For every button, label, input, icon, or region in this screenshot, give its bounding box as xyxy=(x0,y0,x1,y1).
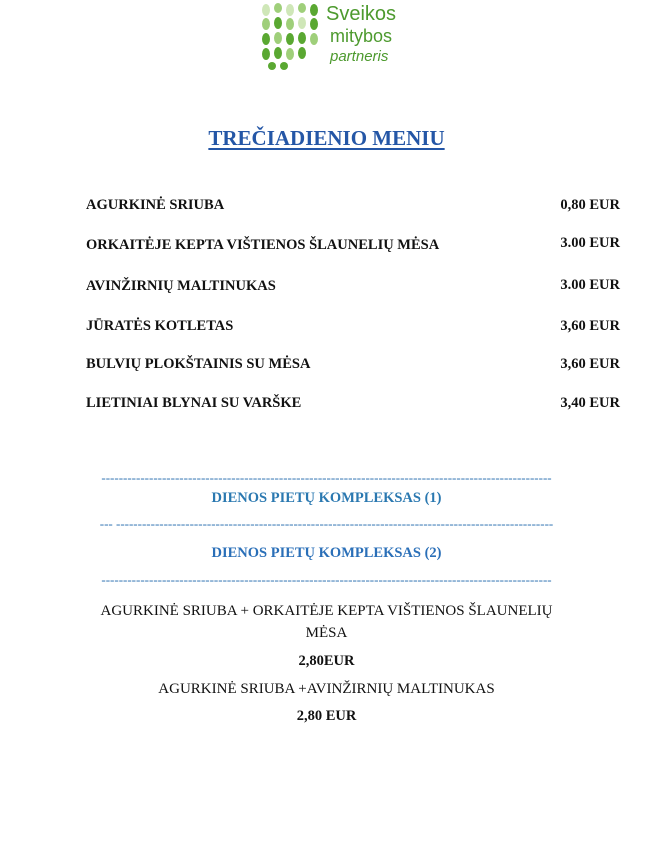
complex-title: DIENOS PIETŲ KOMPLEKSAS (2) xyxy=(211,545,442,561)
menu-item-price: 3,40 EUR xyxy=(560,395,620,411)
brand-logo xyxy=(258,2,398,70)
menu-item-price: 3.00 EUR xyxy=(560,235,620,251)
brand-line-1: Sveikos xyxy=(326,3,397,25)
combo-description xyxy=(0,678,653,700)
brand-line-2: mitybos xyxy=(330,26,393,46)
combo-price: 2,80 EUR xyxy=(296,708,357,724)
separator-line: -------------------------------------------------------------------------------------------------------- xyxy=(101,470,552,485)
menu-item-name: JŪRATĖS KOTLETAS xyxy=(86,318,234,334)
combo-line: MĖSA xyxy=(305,625,348,641)
combo-line: AGURKINĖ SRIUBA +AVINŽIRNIŲ MALTINUKAS xyxy=(158,681,495,697)
menu-item-name: AVINŽIRNIŲ MALTINUKAS xyxy=(86,278,276,294)
menu-item-name: BULVIŲ PLOKŠTAINIS SU MĖSA xyxy=(86,356,311,372)
menu-item-name: AGURKINĖ SRIUBA xyxy=(86,197,225,213)
menu-item-price: 3,60 EUR xyxy=(560,356,620,372)
combo-description xyxy=(0,600,653,644)
menu-item-name: LIETINIAI BLYNAI SU VARŠKE xyxy=(86,395,302,411)
combo-line: AGURKINĖ SRIUBA + ORKAITĖJE KEPTA VIŠTIENOS ŠLAUNELIŲ xyxy=(100,603,553,619)
complex-title: DIENOS PIETŲ KOMPLEKSAS (1) xyxy=(211,490,442,506)
page-title: TREČIADIENIO MENIU xyxy=(208,126,445,150)
brand-line-3: partneris xyxy=(330,48,389,65)
menu-item-name: ORKAITĖJE KEPTA VIŠTIENOS ŠLAUNELIŲ MĖSA xyxy=(86,237,440,253)
leaf-pattern-icon xyxy=(258,2,326,70)
combo-price: 2,80EUR xyxy=(298,653,355,669)
menu-item-price: 3,60 EUR xyxy=(560,318,620,334)
separator-line: --- ----------------------------------------------------------------------------------------------------- xyxy=(99,516,554,531)
menu-item-price: 3.00 EUR xyxy=(560,277,620,293)
separator-line: -------------------------------------------------------------------------------------------------------- xyxy=(101,572,552,587)
menu-item-price: 0,80 EUR xyxy=(560,197,620,213)
